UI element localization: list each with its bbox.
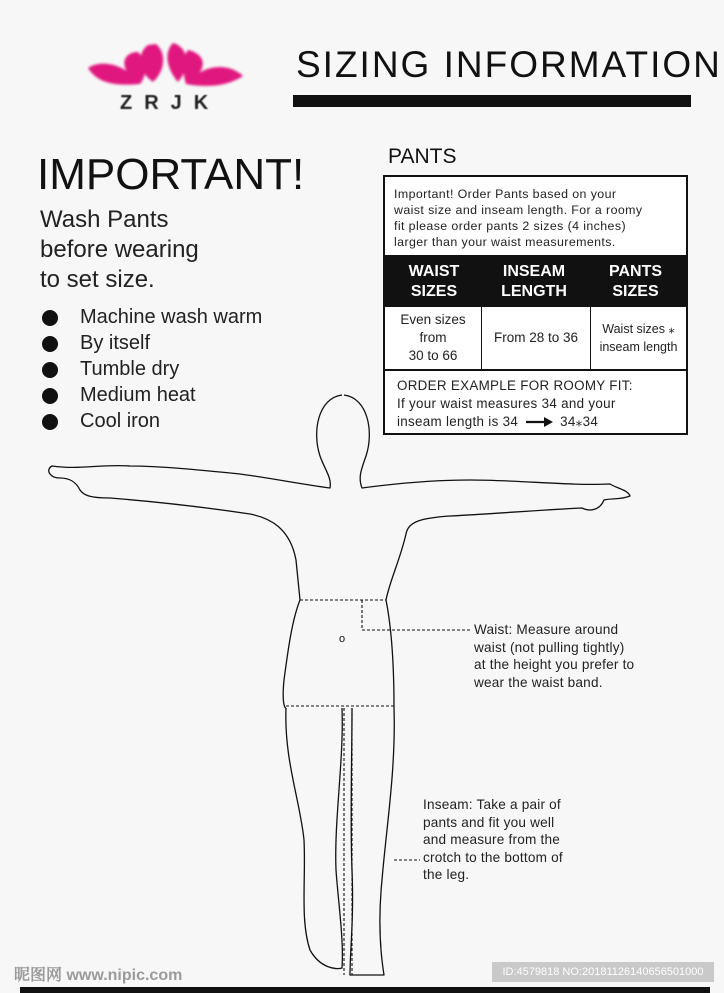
wash-line: before wearing xyxy=(40,236,199,263)
watermark-right: ID:4579818 NO:20181126140656501000 xyxy=(492,962,714,982)
table-header xyxy=(385,255,686,307)
header-pants-sizes: PANTS SIZES xyxy=(608,263,663,300)
waist-note: Waist: Measure around waist (not pulling tightly) at the height you prefer to wear the waist band. xyxy=(474,622,635,690)
care-item: By itself xyxy=(42,332,150,355)
title-underline xyxy=(293,95,691,107)
care-item: Medium heat xyxy=(42,384,196,407)
care-item: Machine wash warm xyxy=(42,306,262,329)
cell-pants-sizes: Waist sizes ⁎ inseam length xyxy=(599,322,678,354)
watermark-left: 昵图网 www.nipic.com xyxy=(14,967,183,984)
table-row xyxy=(385,307,686,371)
page-title: SIZING INFORMATION xyxy=(296,44,722,85)
cell-waist-sizes: Even sizes from 30 to 66 xyxy=(400,312,466,363)
bullet-icon xyxy=(42,362,58,378)
pants-label: PANTS xyxy=(388,145,457,168)
important-heading: IMPORTANT! xyxy=(37,150,305,199)
care-item: Tumble dry xyxy=(42,358,179,381)
cell-inseam-length: From 28 to 36 xyxy=(493,330,579,345)
navel-mark: o xyxy=(339,633,346,645)
order-example: ORDER EXAMPLE FOR ROOMY FIT: If your waist measures 34 and your inseam length is 34 34⁎34 xyxy=(397,378,633,429)
care-item: Cool iron xyxy=(42,410,160,433)
header-inseam-length: INSEAM LENGTH xyxy=(501,263,567,300)
footer-bar xyxy=(20,987,710,993)
bullet-icon xyxy=(42,310,58,326)
wash-line: Wash Pants xyxy=(40,206,169,233)
inseam-note: Inseam: Take a pair of pants and fit you well and measure from the crotch to the bottom of the leg. xyxy=(423,797,563,882)
wash-line: to set size. xyxy=(40,266,155,293)
order-note: Important! Order Pants based on your waist size and inseam length. For a roomy fit please order pants 2 sizes (4 inches) larger than your waist measurements. xyxy=(394,187,643,249)
brand-name: ZRJK xyxy=(120,92,221,114)
header-waist-sizes: WAIST SIZES xyxy=(408,263,460,300)
bullet-icon xyxy=(42,336,58,352)
